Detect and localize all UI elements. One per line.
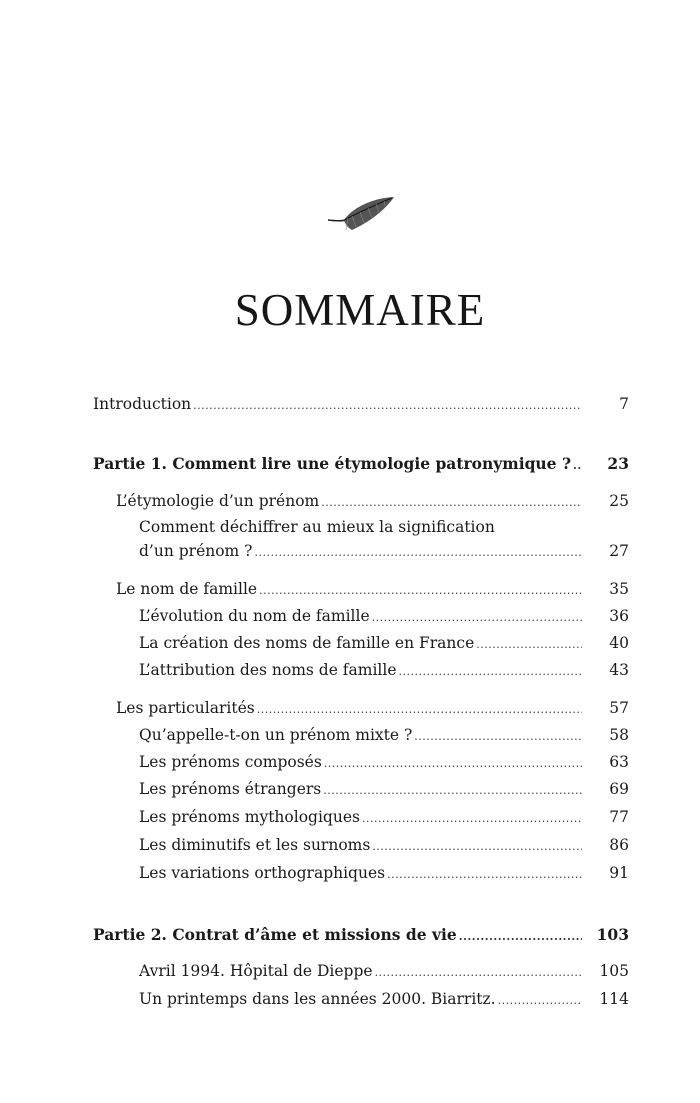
dot-leader bbox=[375, 962, 582, 984]
toc-label: Partie 2. Contrat d’âme et missions de vie bbox=[93, 925, 457, 944]
toc-page: 57 bbox=[609, 699, 629, 717]
toc-entry[interactable] bbox=[0, 393, 700, 415]
dot-leader bbox=[372, 607, 582, 629]
dot-leader bbox=[321, 492, 582, 514]
toc-page: 105 bbox=[599, 962, 629, 980]
dot-leader bbox=[476, 634, 582, 656]
toc-page: 35 bbox=[609, 580, 629, 598]
toc-page: 7 bbox=[619, 395, 629, 413]
toc-page: 103 bbox=[596, 925, 629, 944]
toc-entry[interactable] bbox=[0, 751, 700, 773]
toc-entry[interactable] bbox=[0, 578, 700, 600]
toc-page: 40 bbox=[609, 634, 629, 652]
dot-leader bbox=[498, 990, 582, 1012]
toc-page: 69 bbox=[609, 780, 629, 798]
toc-entry[interactable] bbox=[0, 834, 700, 856]
toc-label: d’un prénom ? bbox=[139, 542, 253, 560]
toc-label: Les particularités bbox=[116, 699, 255, 717]
toc-entry[interactable] bbox=[0, 862, 700, 884]
dot-leader bbox=[372, 836, 582, 858]
toc-label: Qu’appelle-t-on un prénom mixte ? bbox=[139, 726, 413, 744]
toc-entry[interactable] bbox=[0, 988, 700, 1010]
toc-label: Les prénoms composés bbox=[139, 753, 322, 771]
toc-label: Les prénoms mythologiques bbox=[139, 808, 360, 826]
toc-entry[interactable] bbox=[0, 605, 700, 627]
toc-label: L’évolution du nom de famille bbox=[139, 607, 370, 625]
dot-leader bbox=[414, 726, 582, 748]
feather-icon bbox=[322, 190, 402, 240]
toc-label: Un printemps dans les années 2000. Biarritz. bbox=[139, 990, 496, 1008]
dot-leader bbox=[399, 661, 582, 683]
toc-label-line1[interactable]: Comment déchiffrer au mieux la signification bbox=[139, 518, 495, 536]
toc-page: 91 bbox=[609, 864, 629, 882]
dot-leader bbox=[193, 395, 582, 417]
toc-page: 36 bbox=[609, 607, 629, 625]
dot-leader bbox=[323, 780, 582, 802]
toc-label: La création des noms de famille en France bbox=[139, 634, 475, 652]
toc-entry[interactable] bbox=[0, 960, 700, 982]
dot-leader bbox=[259, 580, 582, 602]
toc-page: 77 bbox=[609, 808, 629, 826]
toc-entry[interactable] bbox=[0, 540, 700, 562]
toc-page: 23 bbox=[607, 454, 629, 473]
toc-label: Le nom de famille bbox=[116, 580, 258, 598]
toc-part-entry[interactable] bbox=[0, 453, 700, 475]
toc-label: L’étymologie d’un prénom bbox=[116, 492, 320, 510]
toc-page: 63 bbox=[609, 753, 629, 771]
toc-entry[interactable] bbox=[0, 490, 700, 512]
toc-entry[interactable] bbox=[0, 778, 700, 800]
toc-label: Les variations orthographiques bbox=[139, 864, 386, 882]
toc-entry[interactable] bbox=[0, 806, 700, 828]
dot-leader bbox=[257, 699, 582, 721]
toc-label: Partie 1. Comment lire une étymologie patronymique ? bbox=[93, 454, 572, 473]
toc-part-entry[interactable] bbox=[0, 924, 700, 946]
toc-page: 86 bbox=[609, 836, 629, 854]
toc-page: 58 bbox=[609, 726, 629, 744]
toc-entry[interactable] bbox=[0, 659, 700, 681]
dot-leader bbox=[573, 455, 582, 477]
toc-label: Introduction bbox=[93, 395, 192, 413]
toc-label: Les prénoms étrangers bbox=[139, 780, 322, 798]
toc-entry[interactable] bbox=[0, 697, 700, 719]
dot-leader bbox=[362, 808, 582, 830]
toc-page: 43 bbox=[609, 661, 629, 679]
toc-page: 27 bbox=[609, 542, 629, 560]
dot-leader bbox=[459, 926, 582, 948]
toc-label: Les diminutifs et les surnoms bbox=[139, 836, 371, 854]
toc-label: Avril 1994. Hôpital de Dieppe bbox=[139, 962, 373, 980]
toc-entry[interactable] bbox=[0, 632, 700, 654]
toc-page: 25 bbox=[609, 492, 629, 510]
toc-label: L’attribution des noms de famille bbox=[139, 661, 397, 679]
page-title: SOMMAIRE bbox=[234, 285, 486, 336]
dot-leader bbox=[324, 753, 582, 775]
dot-leader bbox=[387, 864, 582, 886]
toc-page: 114 bbox=[599, 990, 629, 1008]
toc-entry[interactable] bbox=[0, 724, 700, 746]
dot-leader bbox=[255, 542, 583, 564]
